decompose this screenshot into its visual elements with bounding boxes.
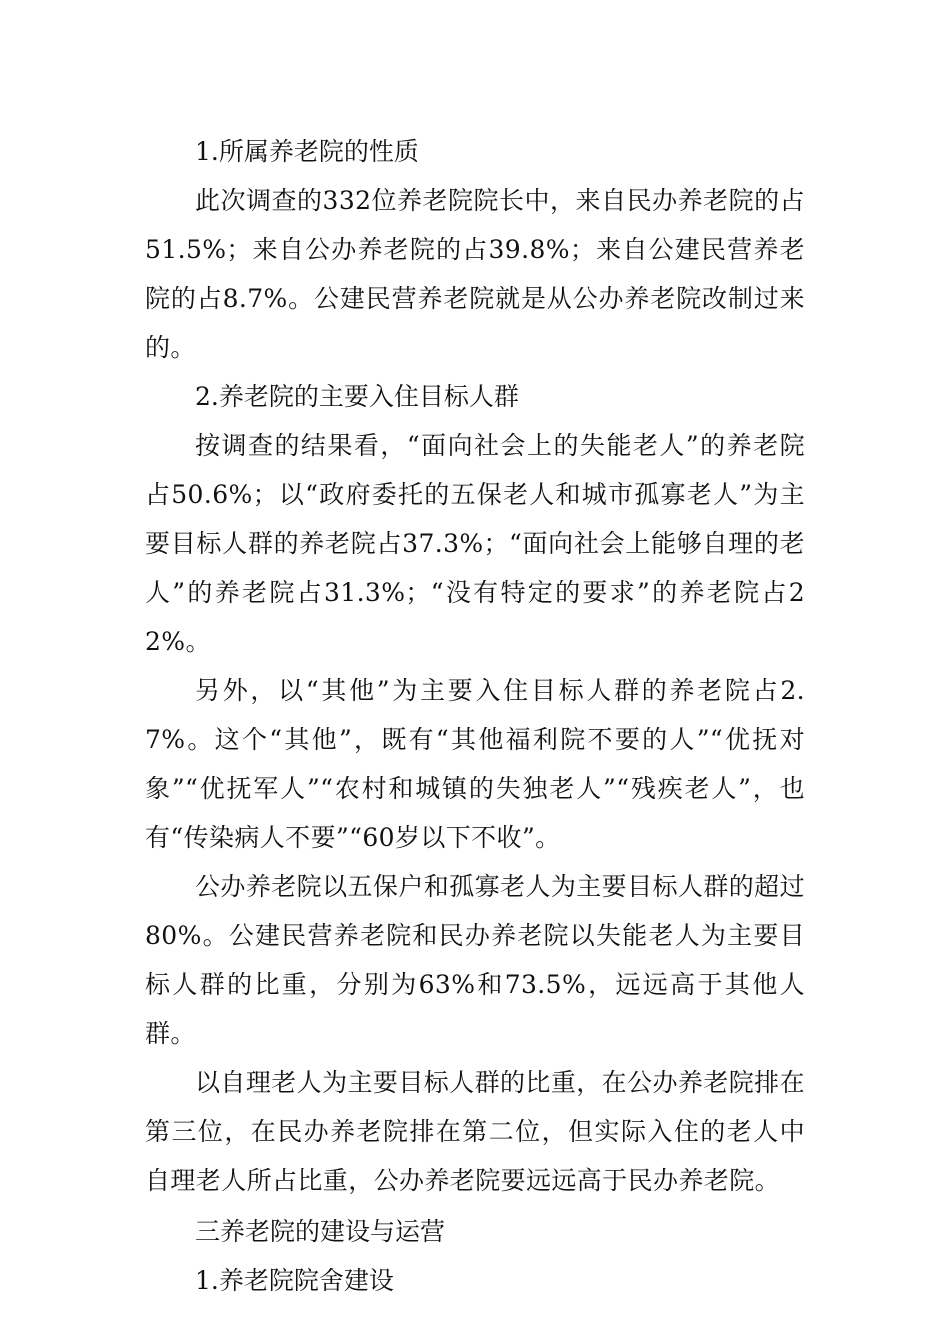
section-heading-construction-operation: 三养老院的建设与运营 xyxy=(195,1217,446,1246)
subheading-facility-construction: 1.养老院院舍建设 xyxy=(195,1266,394,1295)
paragraph-self-care-elderly: 以自理老人为主要目标人群的比重，在公办养老院排在第三位，在民办养老院排在第二位，但实际入住的老人中自理老人所占比重，公办养老院要远远高于民办养老院。 xyxy=(145,1068,805,1195)
document-body xyxy=(145,127,805,1305)
subheading-institution-nature: 1.所属养老院的性质 xyxy=(195,137,419,166)
paragraph-survey-results: 按调查的结果看，“面向社会上的失能老人”的养老院占50.6%；以“政府委托的五保老人和城市孤寡老人”为主要目标人群的养老院占37.3%；“面向社会上能够自理的老人”的养老院占31.3%；“没有特定的要求”的养老院占22%。 xyxy=(145,431,805,656)
subheading-target-groups: 2.养老院的主要入住目标人群 xyxy=(195,382,519,411)
paragraph-other-groups: 另外，以“其他”为主要入住目标人群的养老院占2.7%。这个“其他”，既有“其他福利院不要的人”“优抚对象”“优抚军人”“农村和城镇的失独老人”“残疾老人”，也有“传染病人不要”“60岁以下不收”。 xyxy=(145,676,805,852)
paragraph-institution-types: 此次调查的332位养老院院长中，来自民办养老院的占51.5%；来自公办养老院的占39.8%；来自公建民营养老院的占8.7%。公建民营养老院就是从公办养老院改制过来的。 xyxy=(145,186,805,362)
paragraph-public-vs-private: 公办养老院以五保户和孤寡老人为主要目标人群的超过80%。公建民营养老院和民办养老院以失能老人为主要目标人群的比重，分别为63%和73.5%，远远高于其他人群。 xyxy=(145,872,805,1048)
